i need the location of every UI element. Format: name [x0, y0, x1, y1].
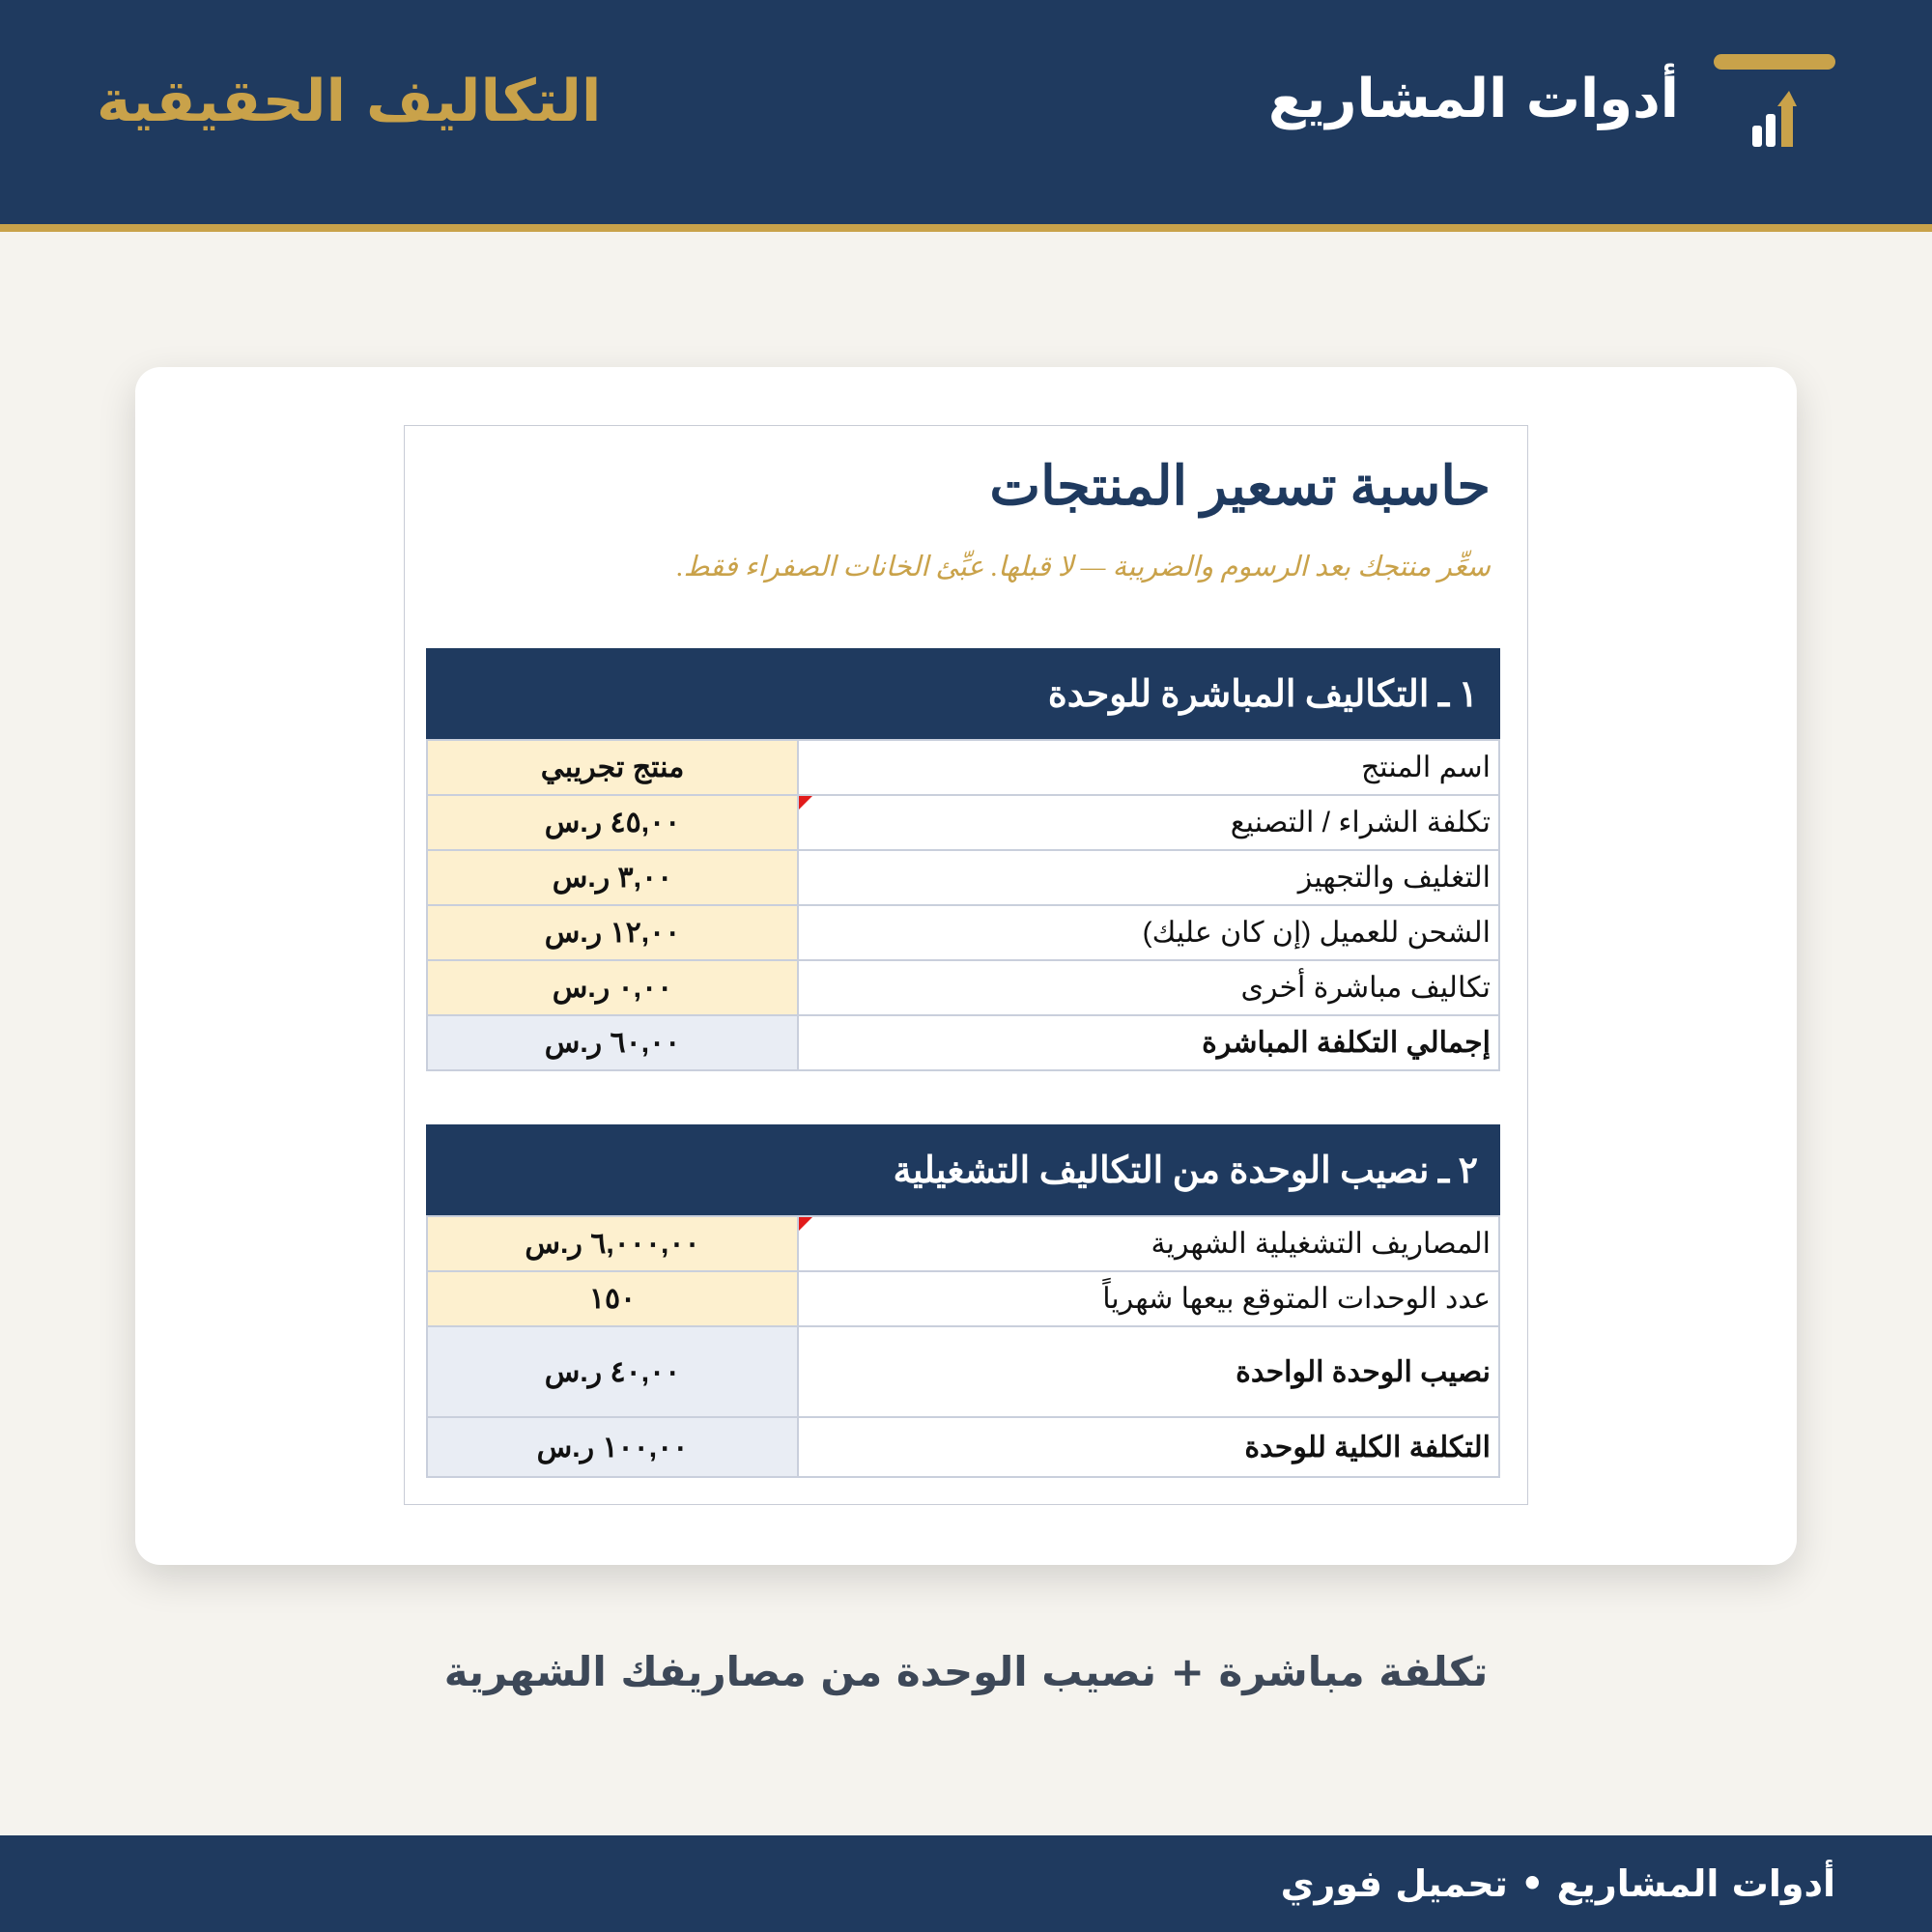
top-header: [0, 0, 1932, 232]
screenshot-card: [135, 367, 1797, 1565]
table-row: [427, 960, 1499, 1015]
operating-costs-table: [426, 1215, 1500, 1478]
row-label-text: المصاريف التشغيلية الشهرية: [1151, 1228, 1491, 1260]
pricing-sheet: [404, 425, 1528, 1505]
total-unit-cost-value: ١٠٠,٠٠ ر.س: [427, 1417, 798, 1477]
row-label: التكلفة الكلية للوحدة: [798, 1417, 1499, 1477]
row-label: الشحن للعميل (إن كان عليك): [798, 905, 1499, 960]
brand-name: أدوات المشاريع: [1267, 68, 1679, 130]
table-row: [427, 1216, 1499, 1271]
row-label: [798, 1216, 1499, 1271]
comment-flag-icon[interactable]: [799, 1217, 812, 1231]
table-row: [427, 1271, 1499, 1326]
caption-text: تكلفة مباشرة + نصيب الوحدة من مصاريفك الشهرية: [443, 1648, 1489, 1695]
header-tagline: التكاليف الحقيقية: [97, 68, 602, 135]
table-row: [427, 1417, 1499, 1477]
total-direct-cost-value: ٦٠,٠٠ ر.س: [427, 1015, 798, 1070]
row-label: التغليف والتجهيز: [798, 850, 1499, 905]
table-row: [427, 1015, 1499, 1070]
other-direct-cost-input[interactable]: ٠,٠٠ ر.س: [427, 960, 798, 1015]
logo-gold-bar: [1714, 54, 1835, 70]
row-label-text: تكلفة الشراء / التصنيع: [1230, 807, 1491, 838]
direct-costs-table: [426, 739, 1500, 1071]
comment-flag-icon[interactable]: [799, 796, 812, 810]
table-row: [427, 850, 1499, 905]
row-label: عدد الوحدات المتوقع بيعها شهرياً: [798, 1271, 1499, 1326]
direct-costs-section: [426, 648, 1500, 1071]
row-label: اسم المنتج: [798, 740, 1499, 795]
footer-text: أدوات المشاريع • تحميل فوري: [1280, 1862, 1835, 1905]
table-row: [427, 905, 1499, 960]
sheet-title: حاسبة تسعير المنتجات: [989, 457, 1491, 517]
shipping-cost-input[interactable]: ١٢,٠٠ ر.س: [427, 905, 798, 960]
product-name-input[interactable]: منتج تجريبي: [427, 740, 798, 795]
table-row: [427, 740, 1499, 795]
unit-share-value: ٤٠,٠٠ ر.س: [427, 1326, 798, 1417]
table-row: [427, 1326, 1499, 1417]
section-heading: ١ ـ التكاليف المباشرة للوحدة: [426, 648, 1500, 739]
row-label: [798, 795, 1499, 850]
row-label: تكاليف مباشرة أخرى: [798, 960, 1499, 1015]
bar-chart-icon: [1752, 87, 1797, 147]
operating-costs-section: [426, 1124, 1500, 1478]
section-heading: ٢ ـ نصيب الوحدة من التكاليف التشغيلية: [426, 1124, 1500, 1215]
table-row: [427, 795, 1499, 850]
brand-logo: [1714, 54, 1835, 151]
sheet-subtitle: سعِّر منتجك بعد الرسوم والضريبة — لا قبلها. عبِّئ الخانات الصفراء فقط.: [676, 552, 1491, 582]
monthly-expenses-input[interactable]: ٦,٠٠٠,٠٠ ر.س: [427, 1216, 798, 1271]
row-label: إجمالي التكلفة المباشرة: [798, 1015, 1499, 1070]
bottom-footer: [0, 1835, 1932, 1932]
monthly-units-input[interactable]: ١٥٠: [427, 1271, 798, 1326]
purchase-cost-input[interactable]: ٤٥,٠٠ ر.س: [427, 795, 798, 850]
packaging-cost-input[interactable]: ٣,٠٠ ر.س: [427, 850, 798, 905]
row-label: نصيب الوحدة الواحدة: [798, 1326, 1499, 1417]
